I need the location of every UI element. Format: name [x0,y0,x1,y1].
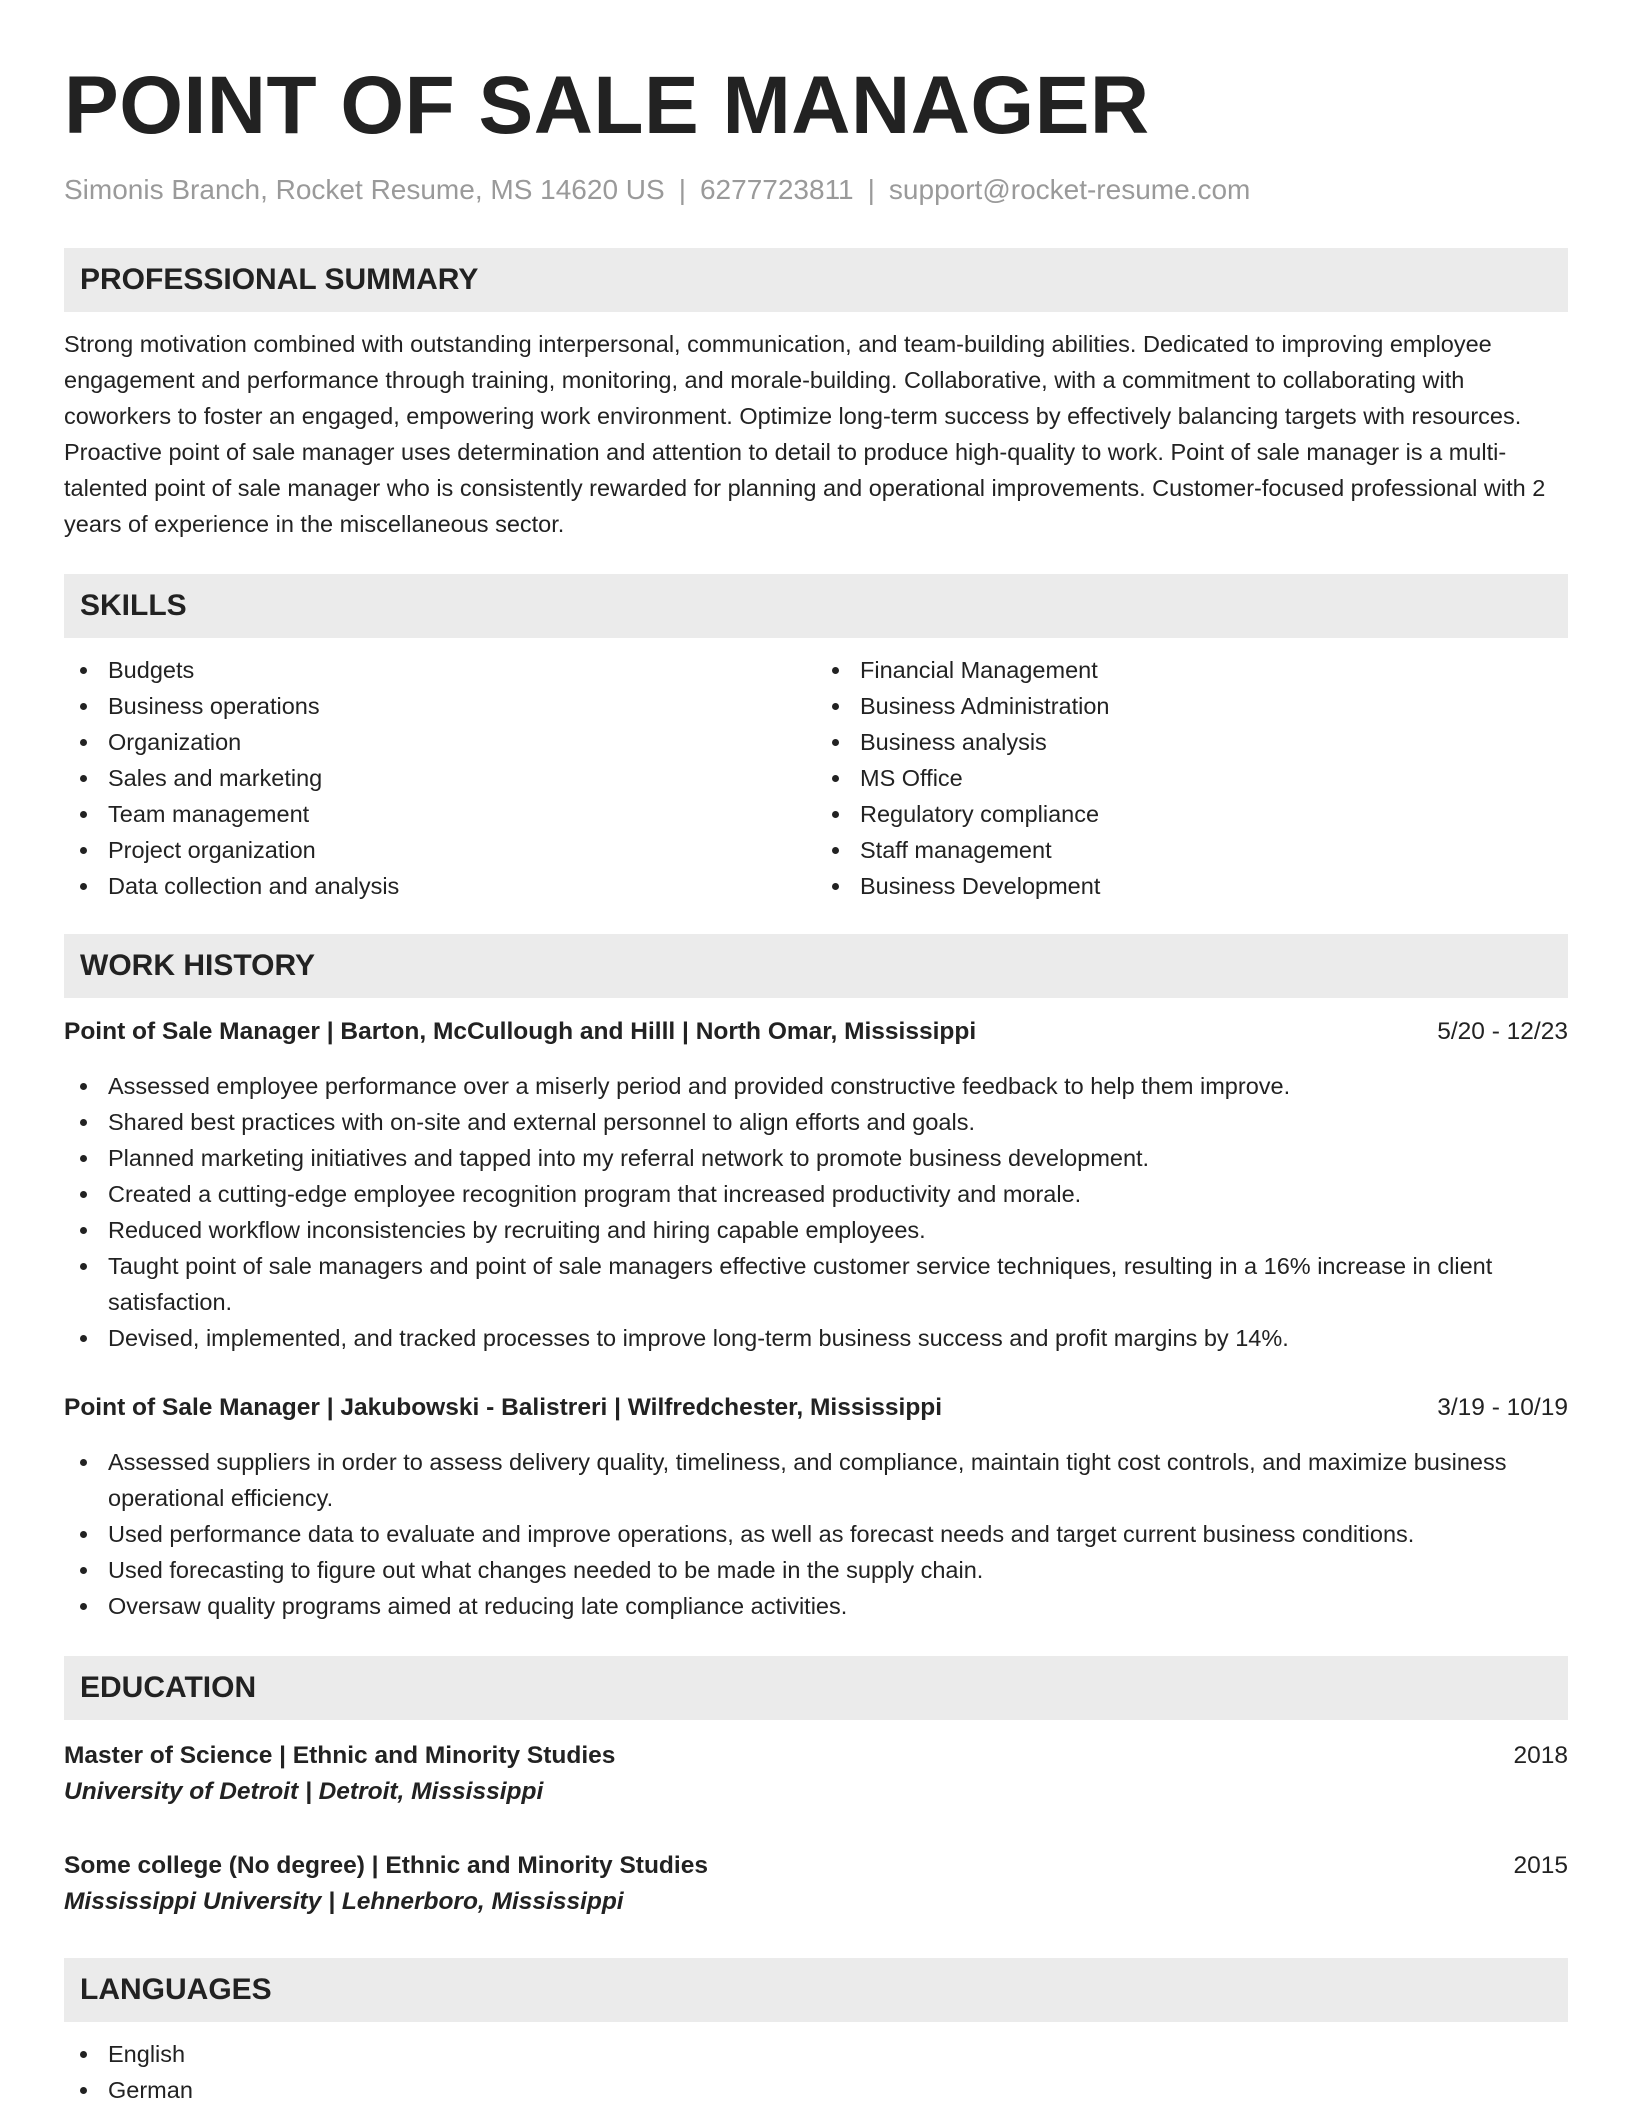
section-header-work: WORK HISTORY [64,934,1568,998]
job-bullet-list [64,1068,1568,1356]
education-heading-row [64,1848,1568,1884]
section-header-languages: LANGUAGES [64,1958,1568,2022]
resume-title: POINT OF SALE MANAGER [64,60,1150,151]
job-dates: 5/20 - 12/23 [1437,1018,1568,1045]
job-heading-row [64,1390,1568,1426]
skill-item: Budgets [64,652,816,688]
job-bullet: Used performance data to evaluate and improve operations, as well as forecast needs and target current business conditions. [64,1516,1568,1552]
education-year: 2018 [1513,1742,1568,1769]
education-school: Mississippi University | Lehnerboro, Mississippi [64,1888,624,1915]
section-header-summary: PROFESSIONAL SUMMARY [64,248,1568,312]
education-school: University of Detroit | Detroit, Mississippi [64,1778,544,1805]
language-item: English [64,2036,1568,2072]
skill-item: Project organization [64,832,816,868]
job-bullet: Assessed suppliers in order to assess delivery quality, timeliness, and compliance, maintain tight cost controls, and maximize business operational efficiency. [64,1444,1568,1516]
skill-item: Team management [64,796,816,832]
skill-item: Business Development [816,868,1568,904]
contact-phone: 6277723811 [699,174,854,205]
languages-list [64,2036,1568,2108]
job-bullet: Shared best practices with on-site and external personnel to align efforts and goals. [64,1104,1568,1140]
job-bullet: Oversaw quality programs aimed at reducing late compliance activities. [64,1588,1568,1624]
skill-item: Business Administration [816,688,1568,724]
job-entry [64,1390,1568,1624]
skill-item: Business analysis [816,724,1568,760]
summary-text: Strong motivation combined with outstanding interpersonal, communication, and team-building abilities. Dedicated to improving employee engagement and performance through training, monitoring, and morale-building. Collaborative, with a commitment to collaborating with coworkers to foster an engaged, empowering work environment. Optimize long-term success by effectively balancing targets with resources. Proactive point of sale manager uses determination and attention to detail to produce high-quality to work. Point of sale manager is a multi-talented point of sale manager who is consistently rewarded for planning and operational improvements. Customer-focused professional with 2 years of experience in the miscellaneous sector. [64,331,1546,537]
education-year: 2015 [1513,1852,1568,1879]
section-header-skills: SKILLS [64,574,1568,638]
job-bullet: Assessed employee performance over a miserly period and provided constructive feedback to help them improve. [64,1068,1568,1104]
job-heading-row [64,1014,1568,1050]
job-heading: Point of Sale Manager | Barton, McCullough and Hilll | North Omar, Mississippi [64,1018,977,1045]
language-item: German [64,2072,1568,2108]
job-bullet: Devised, implemented, and tracked processes to improve long-term business success and profit margins by 14%. [64,1320,1568,1356]
job-heading: Point of Sale Manager | Jakubowski - Balistreri | Wilfredchester, Mississippi [64,1394,943,1421]
job-bullet-list [64,1444,1568,1624]
job-bullet: Used forecasting to figure out what changes needed to be made in the supply chain. [64,1552,1568,1588]
skill-item: Staff management [816,832,1568,868]
education-degree: Master of Science | Ethnic and Minority Studies [64,1742,616,1769]
skill-item: Regulatory compliance [816,796,1568,832]
section-header-education: EDUCATION [64,1656,1568,1720]
job-bullet: Reduced workflow inconsistencies by recruiting and hiring capable employees. [64,1212,1568,1248]
education-entry [64,1738,1568,1810]
skill-item: Financial Management [816,652,1568,688]
contact-line [64,170,1568,210]
skill-item: Sales and marketing [64,760,816,796]
skill-item: Business operations [64,688,816,724]
education-entry [64,1848,1568,1920]
skill-item: Organization [64,724,816,760]
skills-list-left [64,652,816,904]
education-heading-row [64,1738,1568,1774]
skill-item: MS Office [816,760,1568,796]
contact-email: support@rocket-resume.com [888,174,1251,205]
skill-item: Data collection and analysis [64,868,816,904]
job-bullet: Created a cutting-edge employee recognition program that increased productivity and morale. [64,1176,1568,1212]
job-entry [64,1014,1568,1356]
contact-separator: | [678,174,686,205]
job-bullet: Taught point of sale managers and point of sale managers effective customer service techniques, resulting in a 16% increase in client satisfaction. [64,1248,1568,1320]
job-bullet: Planned marketing initiatives and tapped into my referral network to promote business development. [64,1140,1568,1176]
skills-columns [64,652,1568,904]
contact-separator: | [867,174,875,205]
job-dates: 3/19 - 10/19 [1437,1394,1568,1421]
education-degree: Some college (No degree) | Ethnic and Minority Studies [64,1852,708,1879]
skills-list-right [816,652,1568,904]
contact-address: Simonis Branch, Rocket Resume, MS 14620 US [64,174,665,205]
